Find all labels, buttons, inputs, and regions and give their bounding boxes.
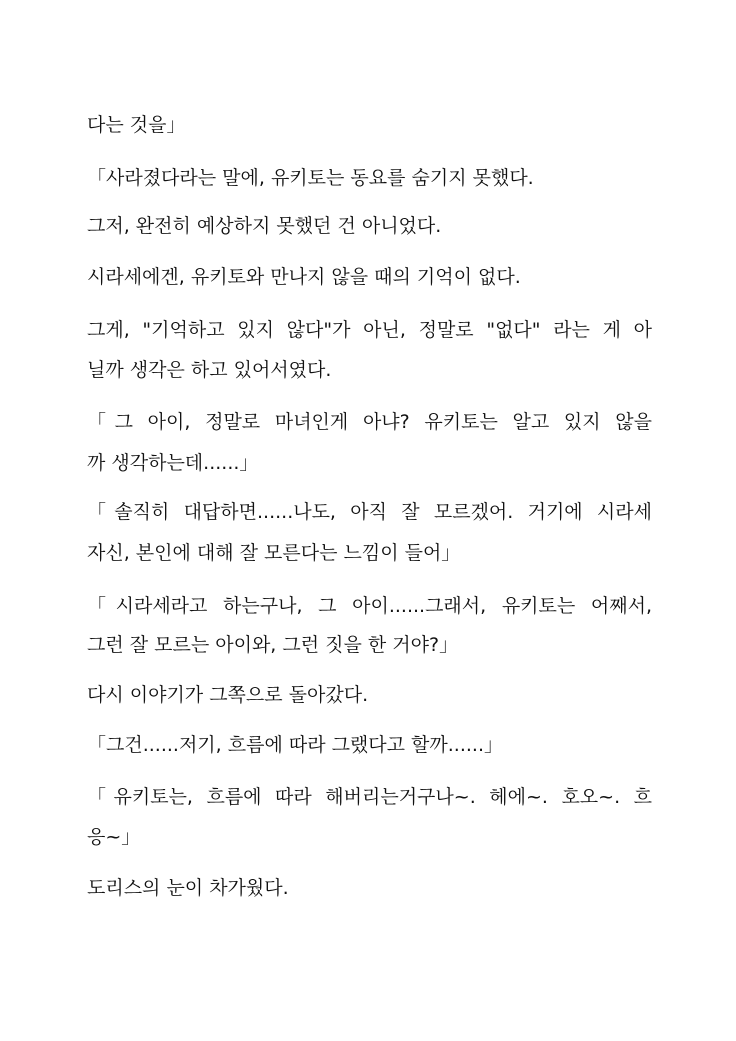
text-line: 「그건......저기, 흐름에 따라 그랬다고 할까......」 bbox=[87, 734, 503, 756]
text-line: 응~」 bbox=[87, 826, 141, 848]
text-line: 다는 것을」 bbox=[87, 114, 186, 136]
text-line: 「시라세라고 하는구나, 그 아이......그래서, 유키토는 어째서, bbox=[87, 595, 652, 617]
text-line: 「유키토는, 흐름에 따라 해버리는거구나~. 헤에~. 호오~. 흐 bbox=[87, 786, 652, 808]
text-line: 시라세에겐, 유키토와 만나지 않을 때의 기억이 없다. bbox=[87, 266, 521, 288]
text-line: 그런 잘 모르는 아이와, 그런 짓을 한 거야?」 bbox=[87, 634, 459, 656]
text-line: 까 생각하는데......」 bbox=[87, 452, 259, 474]
text-line: 도리스의 눈이 차가웠다. bbox=[87, 877, 289, 899]
text-line: 「솔직히 대답하면......나도, 아직 잘 모르겠어. 거기에 시라세 bbox=[87, 501, 652, 523]
text-line: 다시 이야기가 그쪽으로 돌아갔다. bbox=[87, 684, 369, 706]
text-line: 그게, "기억하고 있지 않다"가 아닌, 정말로 "없다" 라는 게 아 bbox=[87, 319, 652, 341]
text-line: 자신, 본인에 대해 잘 모른다는 느낌이 들어」 bbox=[87, 542, 461, 564]
text-line: 닐까 생각은 하고 있어서였다. bbox=[87, 359, 332, 381]
text-line: 「사라졌다라는 말에, 유키토는 동요를 숨기지 못했다. bbox=[87, 167, 534, 189]
text-line: 그저, 완전히 예상하지 못했던 건 아니었다. bbox=[87, 215, 442, 237]
text-line: 「그 아이, 정말로 마녀인게 아냐? 유키토는 알고 있지 않을 bbox=[87, 411, 652, 433]
